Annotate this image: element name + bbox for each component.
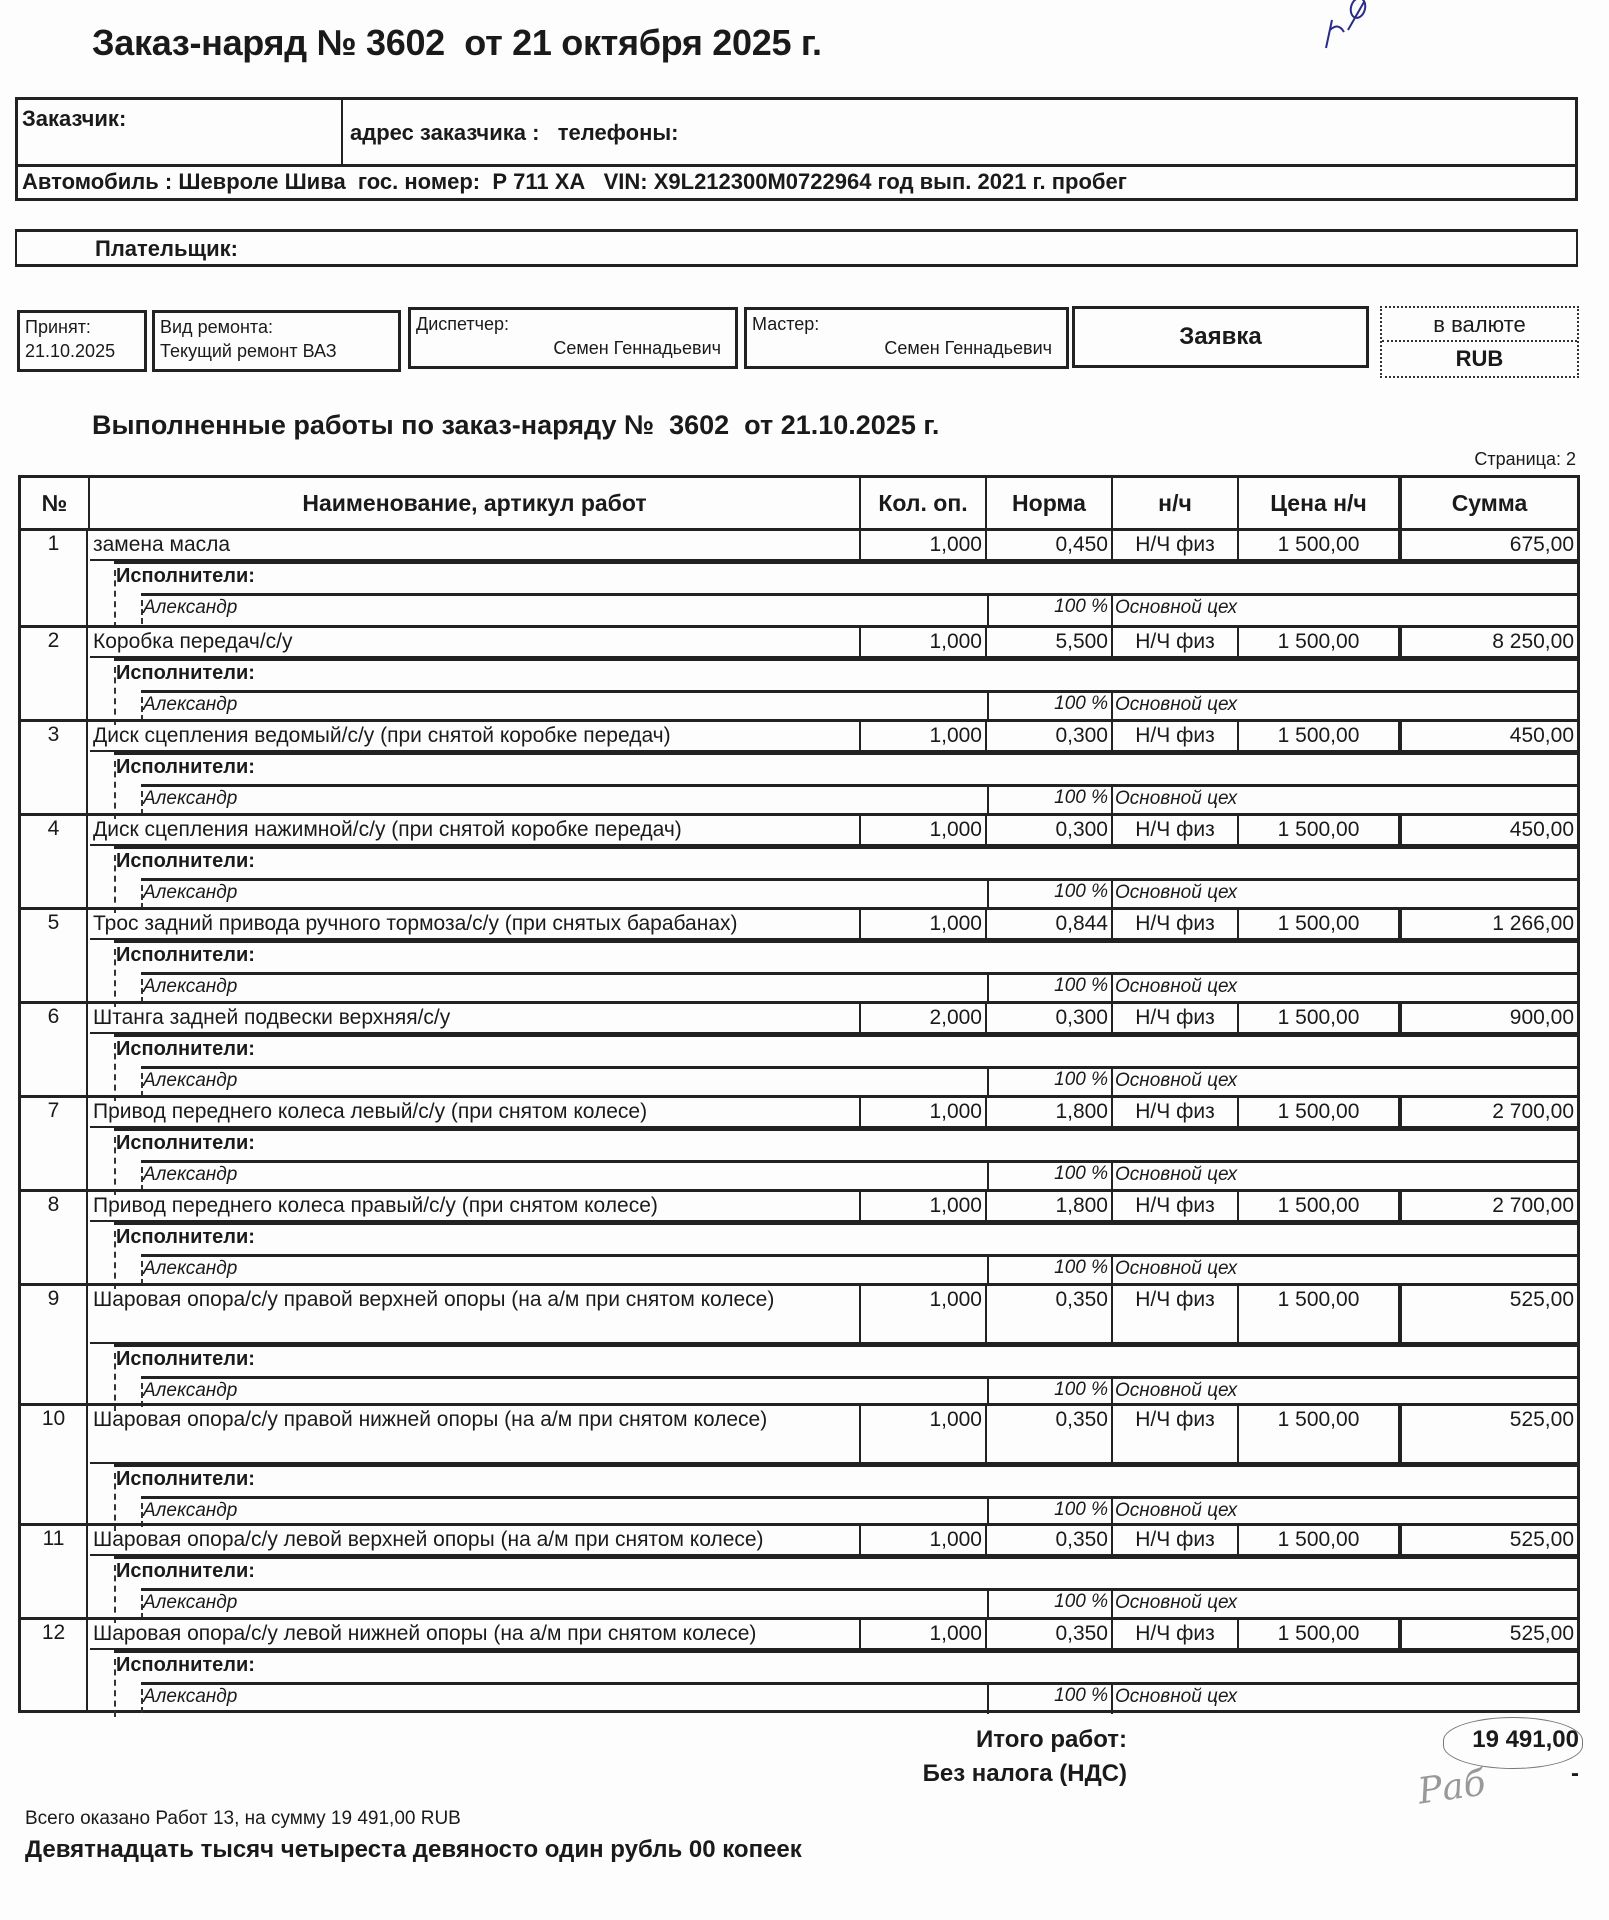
table-row	[21, 531, 1577, 625]
handwritten-mark-icon	[1318, 0, 1378, 50]
worker-share: 100 %	[987, 596, 1113, 625]
table-row	[21, 1523, 1577, 1617]
vehicle-row	[18, 164, 1575, 198]
handwritten-circle	[1443, 1717, 1583, 1769]
executors-label: Исполнители:	[116, 944, 255, 966]
row-number: 9	[21, 1286, 88, 1403]
norm-cell: 0,350	[987, 1286, 1113, 1344]
row-number: 5	[21, 910, 88, 1001]
unit-cell: Н/Ч физ	[1113, 1406, 1239, 1464]
total-works-label: Итого работ:	[976, 1726, 1127, 1753]
unit-cell: Н/Ч физ	[1113, 1004, 1239, 1034]
row-number: 11	[21, 1526, 88, 1617]
table-row	[21, 1617, 1577, 1711]
norm-cell: 5,500	[987, 628, 1113, 658]
row-number: 6	[21, 1004, 88, 1095]
worker-band	[141, 878, 1577, 910]
worker-name: Александр	[143, 1592, 238, 1613]
executors-band	[114, 561, 1577, 593]
worker-name: Александр	[143, 1686, 238, 1707]
worker-band	[141, 784, 1577, 816]
tax-label: Без налога (НДС)	[922, 1760, 1127, 1787]
row-number: 10	[21, 1406, 88, 1523]
works-table	[18, 475, 1580, 1713]
worker-name: Александр	[143, 694, 238, 715]
worker-band	[141, 1682, 1577, 1714]
work-name: Шаровая опора/с/у правой нижней опоры (на а/м при снятом колесе)	[90, 1406, 861, 1464]
request-box: Заявка	[1072, 306, 1369, 368]
sum-cell: 900,00	[1402, 1004, 1577, 1034]
workshop: Основной цех	[1115, 1686, 1238, 1707]
workshop: Основной цех	[1115, 1380, 1238, 1401]
customer-label: Заказчик:	[22, 106, 127, 131]
norm-cell: 0,300	[987, 722, 1113, 752]
accepted-box	[17, 310, 147, 372]
norm-cell: 0,350	[987, 1406, 1113, 1464]
executors-label: Исполнители:	[116, 1654, 255, 1676]
unit-cell: Н/Ч физ	[1113, 531, 1239, 561]
row-number: 7	[21, 1098, 88, 1189]
master-box	[744, 307, 1069, 369]
price-cell: 1 500,00	[1239, 1004, 1402, 1034]
qty-cell: 1,000	[861, 531, 987, 561]
executors-label: Исполнители:	[116, 565, 255, 587]
repair-type-box	[152, 310, 401, 372]
unit-cell: Н/Ч физ	[1113, 1526, 1239, 1556]
executors-label: Исполнители:	[116, 1038, 255, 1060]
workshop: Основной цех	[1115, 976, 1238, 997]
accepted-date: 21.10.2025	[25, 341, 116, 361]
work-name: Шаровая опора/с/у левой верхней опоры (на а/м при снятом колесе)	[90, 1526, 861, 1556]
work-name: Коробка передач/с/у	[90, 628, 861, 658]
worker-band	[141, 1254, 1577, 1286]
worker-band	[141, 1376, 1577, 1406]
worker-name: Александр	[143, 882, 238, 903]
table-row	[21, 907, 1577, 1001]
repair-type-value: Текущий ремонт ВАЗ	[160, 341, 337, 361]
workshop: Основной цех	[1115, 1070, 1238, 1091]
qty-cell: 1,000	[861, 1526, 987, 1556]
qty-cell: 1,000	[861, 1098, 987, 1128]
executors-band	[114, 1128, 1577, 1160]
repair-type-label: Вид ремонта:	[160, 317, 273, 337]
worker-name: Александр	[143, 597, 238, 618]
master-label: Мастер:	[752, 314, 820, 334]
worker-name: Александр	[143, 788, 238, 809]
executors-label: Исполнители:	[116, 662, 255, 684]
price-cell: 1 500,00	[1239, 531, 1402, 561]
col-unit: н/ч	[1113, 478, 1239, 528]
dispatcher-box	[408, 307, 738, 369]
table-row	[21, 1403, 1577, 1523]
document-title: Заказ-наряд № 3602 от 21 октября 2025 г.	[92, 22, 822, 63]
executors-band	[114, 1222, 1577, 1254]
payer-block	[15, 229, 1578, 267]
vehicle-line: Автомобиль : Шевроле Шива гос. номер: Р 711 ХА VIN: X9L212300M0722964 год вып. 2021 г. пробег	[22, 169, 1127, 194]
tax-value: -	[1571, 1760, 1579, 1787]
sum-cell: 8 250,00	[1402, 628, 1577, 658]
customer-cell	[18, 100, 343, 164]
worker-share: 100 %	[987, 1379, 1113, 1406]
address-phones-label: адрес заказчика : телефоны:	[350, 120, 679, 145]
workshop: Основной цех	[1115, 1258, 1238, 1279]
worker-share: 100 %	[987, 1257, 1113, 1286]
table-row	[21, 1283, 1577, 1403]
qty-cell: 1,000	[861, 816, 987, 846]
worker-band	[141, 690, 1577, 722]
norm-cell: 0,350	[987, 1620, 1113, 1650]
work-name: Шаровая опора/с/у правой верхней опоры (на а/м при снятом колесе)	[90, 1286, 861, 1344]
norm-cell: 0,844	[987, 910, 1113, 940]
row-number: 2	[21, 628, 88, 719]
unit-cell: Н/Ч физ	[1113, 1620, 1239, 1650]
master-name: Семен Геннадьевич	[884, 338, 1052, 358]
price-cell: 1 500,00	[1239, 628, 1402, 658]
summary-line: Всего оказано Работ 13, на сумму 19 491,00 RUB	[25, 1808, 461, 1829]
worker-name: Александр	[143, 1164, 238, 1185]
sum-cell: 450,00	[1402, 722, 1577, 752]
executors-band	[114, 1344, 1577, 1376]
executors-label: Исполнители:	[116, 1132, 255, 1154]
work-name: Штанга задней подвески верхняя/с/у	[90, 1004, 861, 1034]
executors-label: Исполнители:	[116, 850, 255, 872]
qty-cell: 1,000	[861, 628, 987, 658]
executors-band	[114, 1034, 1577, 1066]
worker-share: 100 %	[987, 975, 1113, 1004]
dispatcher-label: Диспетчер:	[416, 314, 510, 334]
row-number: 3	[21, 722, 88, 813]
table-row	[21, 1189, 1577, 1283]
workshop: Основной цех	[1115, 882, 1238, 903]
workshop: Основной цех	[1115, 1592, 1238, 1613]
executors-band	[114, 940, 1577, 972]
payer-label: Плательщик:	[95, 236, 238, 261]
executors-band	[114, 752, 1577, 784]
executors-band	[114, 846, 1577, 878]
norm-cell: 0,300	[987, 1004, 1113, 1034]
currency-label: в валюте	[1382, 308, 1577, 342]
sum-cell: 525,00	[1402, 1406, 1577, 1464]
row-number: 1	[21, 531, 88, 625]
col-qty: Кол. оп.	[861, 478, 987, 528]
qty-cell: 2,000	[861, 1004, 987, 1034]
worker-band	[141, 1160, 1577, 1192]
table-row	[21, 719, 1577, 813]
page-number: Страница: 2	[1474, 449, 1576, 469]
worker-name: Александр	[143, 1380, 238, 1401]
col-norm: Норма	[987, 478, 1113, 528]
worker-share: 100 %	[987, 1069, 1113, 1098]
worker-band	[141, 1588, 1577, 1620]
unit-cell: Н/Ч физ	[1113, 910, 1239, 940]
sum-cell: 2 700,00	[1402, 1098, 1577, 1128]
workshop: Основной цех	[1115, 1500, 1238, 1521]
executors-band	[114, 1556, 1577, 1588]
norm-cell: 0,450	[987, 531, 1113, 561]
worker-share: 100 %	[987, 787, 1113, 816]
worker-band	[141, 1496, 1577, 1526]
customer-block	[15, 97, 1578, 201]
sum-cell: 1 266,00	[1402, 910, 1577, 940]
work-name: замена масла	[90, 531, 861, 561]
worker-share: 100 %	[987, 1685, 1113, 1714]
worker-share: 100 %	[987, 693, 1113, 722]
table-row	[21, 1095, 1577, 1189]
price-cell: 1 500,00	[1239, 910, 1402, 940]
unit-cell: Н/Ч физ	[1113, 722, 1239, 752]
worker-band	[141, 1066, 1577, 1098]
qty-cell: 1,000	[861, 1406, 987, 1464]
work-name: Привод переднего колеса левый/с/у (при снятом колесе)	[90, 1098, 861, 1128]
col-price: Цена н/ч	[1239, 478, 1402, 528]
worker-name: Александр	[143, 1500, 238, 1521]
qty-cell: 1,000	[861, 1620, 987, 1650]
works-title: Выполненные работы по заказ-наряду № 3602 от 21.10.2025 г.	[92, 410, 940, 440]
worker-name: Александр	[143, 1258, 238, 1279]
price-cell: 1 500,00	[1239, 1098, 1402, 1128]
worker-share: 100 %	[987, 1499, 1113, 1526]
workshop: Основной цех	[1115, 1164, 1238, 1185]
work-name: Диск сцепления нажимной/с/у (при снятой коробке передач)	[90, 816, 861, 846]
norm-cell: 0,350	[987, 1526, 1113, 1556]
currency-box	[1380, 306, 1579, 378]
executors-label: Исполнители:	[116, 1468, 255, 1490]
worker-band	[141, 593, 1577, 625]
table-header	[21, 478, 1577, 531]
unit-cell: Н/Ч физ	[1113, 628, 1239, 658]
unit-cell: Н/Ч физ	[1113, 816, 1239, 846]
work-name: Шаровая опора/с/у левой нижней опоры (на а/м при снятом колесе)	[90, 1620, 861, 1650]
work-name: Привод переднего колеса правый/с/у (при снятом колесе)	[90, 1192, 861, 1222]
executors-band	[114, 658, 1577, 690]
row-number: 8	[21, 1192, 88, 1283]
price-cell: 1 500,00	[1239, 1192, 1402, 1222]
handwritten-signature: Раб	[1415, 1762, 1489, 1813]
total-works-value: 19 491,00	[1472, 1726, 1579, 1753]
worker-share: 100 %	[987, 1591, 1113, 1620]
row-number: 4	[21, 816, 88, 907]
currency-value: RUB	[1455, 346, 1504, 371]
qty-cell: 1,000	[861, 1286, 987, 1344]
col-sum: Сумма	[1451, 489, 1528, 516]
worker-share: 100 %	[987, 881, 1113, 910]
sum-cell: 525,00	[1402, 1620, 1577, 1650]
executors-label: Исполнители:	[116, 1560, 255, 1582]
sum-cell: 525,00	[1402, 1526, 1577, 1556]
workshop: Основной цех	[1115, 597, 1238, 618]
executors-band	[114, 1464, 1577, 1496]
work-name: Диск сцепления ведомый/с/у (при снятой коробке передач)	[90, 722, 861, 752]
row-number: 12	[21, 1620, 88, 1711]
col-num: №	[21, 478, 90, 528]
price-cell: 1 500,00	[1239, 1286, 1402, 1344]
executors-band	[114, 1650, 1577, 1682]
qty-cell: 1,000	[861, 1192, 987, 1222]
executors-label: Исполнители:	[116, 1226, 255, 1248]
worker-name: Александр	[143, 1070, 238, 1091]
col-name: Наименование, артикул работ	[90, 478, 861, 528]
work-name: Трос задний привода ручного тормоза/с/у (при снятых барабанах)	[90, 910, 861, 940]
dispatcher-name: Семен Геннадьевич	[553, 338, 721, 358]
qty-cell: 1,000	[861, 910, 987, 940]
executors-label: Исполнители:	[116, 756, 255, 778]
price-cell: 1 500,00	[1239, 722, 1402, 752]
workshop: Основной цех	[1115, 788, 1238, 809]
norm-cell: 0,300	[987, 816, 1113, 846]
executors-label: Исполнители:	[116, 1348, 255, 1370]
qty-cell: 1,000	[861, 722, 987, 752]
workshop: Основной цех	[1115, 694, 1238, 715]
table-row	[21, 1001, 1577, 1095]
sum-cell: 675,00	[1402, 531, 1577, 561]
price-cell: 1 500,00	[1239, 1526, 1402, 1556]
norm-cell: 1,800	[987, 1098, 1113, 1128]
worker-share: 100 %	[987, 1163, 1113, 1192]
worker-band	[141, 972, 1577, 1004]
accepted-label: Принят:	[25, 317, 91, 337]
sum-cell: 2 700,00	[1402, 1192, 1577, 1222]
table-row	[21, 625, 1577, 719]
unit-cell: Н/Ч физ	[1113, 1286, 1239, 1344]
unit-cell: Н/Ч физ	[1113, 1098, 1239, 1128]
table-row	[21, 813, 1577, 907]
worker-name: Александр	[143, 976, 238, 997]
sum-cell: 525,00	[1402, 1286, 1577, 1344]
price-cell: 1 500,00	[1239, 1406, 1402, 1464]
sum-cell: 450,00	[1402, 816, 1577, 846]
amount-in-words: Девятнадцать тысяч четыреста девяносто один рубль 00 копеек	[25, 1836, 802, 1863]
price-cell: 1 500,00	[1239, 816, 1402, 846]
norm-cell: 1,800	[987, 1192, 1113, 1222]
unit-cell: Н/Ч физ	[1113, 1192, 1239, 1222]
price-cell: 1 500,00	[1239, 1620, 1402, 1650]
